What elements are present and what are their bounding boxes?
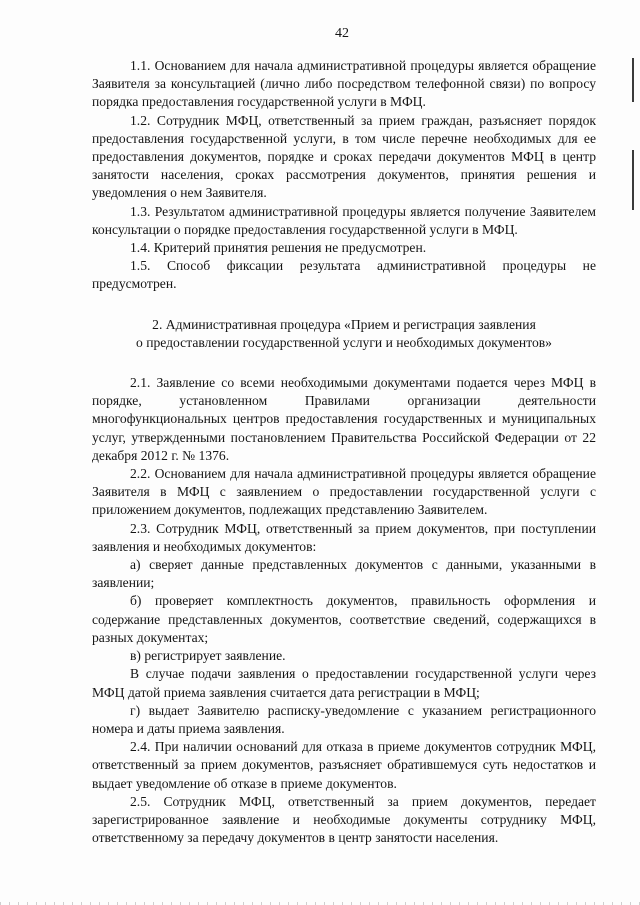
document-body <box>92 57 596 847</box>
scan-edge-mark <box>632 58 634 102</box>
paragraph-2-3-a: а) сверяет данные представленных документов с данными, указанными в заявлении; <box>92 557 596 591</box>
section-2-heading <box>92 316 596 352</box>
paragraph-1-2: 1.2. Сотрудник МФЦ, ответственный за прием граждан, разъясняет порядок предоставления государственной услуги, в том числе перечне необходимых для ее предоставления документов, порядке и сроках передачи документов МФЦ в центр занятости населения, сроках рассмотрения документов, принятия решения и уведомления о нем Заявителя. <box>92 112 596 201</box>
paragraph-1-4: 1.4. Критерий принятия решения не предусмотрен. <box>130 240 427 256</box>
paragraph-2-3: 2.3. Сотрудник МФЦ, ответственный за прием документов, при поступлении заявления и необходимых документов: <box>92 520 596 554</box>
paragraph-2-4: 2.4. При наличии оснований для отказа в приеме документов сотрудник МФЦ, ответственный за прием документов, разъясняет обратившемуся суть недостатков и выдает уведомление об отказе в приеме документов. <box>92 739 596 791</box>
section-2-heading-line-2: о предоставлении государственной услуги и необходимых документов» <box>136 334 552 350</box>
paragraph-1-3: 1.3. Результатом административной процедуры является получение Заявителем консультации о порядке предоставления государственной услуги в МФЦ. <box>92 203 596 237</box>
paragraph-2-3-c: в) регистрирует заявление. <box>130 648 286 664</box>
paragraph-1-5: 1.5. Способ фиксации результата административной процедуры не предусмотрен. <box>92 258 596 292</box>
section-2-heading-line-1: 2. Административная процедура «Прием и регистрация заявления <box>152 316 536 332</box>
page-number: 42 <box>335 26 349 41</box>
paragraph-2-3-e: г) выдает Заявителю расписку-уведомление с указанием регистрационного номера и даты приема заявления. <box>92 702 596 736</box>
paragraph-2-1: 2.1. Заявление со всеми необходимыми документами подается через МФЦ в порядке, установленном Правилами организации деятельности многофункциональных центров предоставления государственных и муниципальных услуг, утвержденными постановлением Правительства Российской Федерации от 22 декабря 2012 г. № 1376. <box>92 375 596 463</box>
paragraph-1-1: 1.1. Основанием для начала административной процедуры является обращение Заявителя за консультацией (лично либо посредством телефонной связи) по вопросу порядка предоставления государственной услуги в МФЦ. <box>92 58 596 110</box>
paragraph-2-5: 2.5. Сотрудник МФЦ, ответственный за прием документов, передает зарегистрированное заявление и необходимые документы сотруднику МФЦ, ответственному за передачу документов в центр занятости населения. <box>92 793 596 846</box>
paragraph-2-3-d: В случае подачи заявления о предоставлении государственной услуги через МФЦ датой приема заявления считается дата регистрации в МФЦ; <box>92 666 596 700</box>
scan-edge-mark <box>632 150 634 210</box>
paragraph-2-3-b: б) проверяет комплектность документов, правильность оформления и содержание представленных документов, соответствие сведений, содержащихся в разных документах; <box>92 593 596 645</box>
paragraph-2-2: 2.2. Основанием для начала административной процедуры является обращение Заявителя в МФЦ с заявлением о предоставлении государственной услуги с приложением документов, подлежащих представлению Заявителем. <box>92 466 596 518</box>
